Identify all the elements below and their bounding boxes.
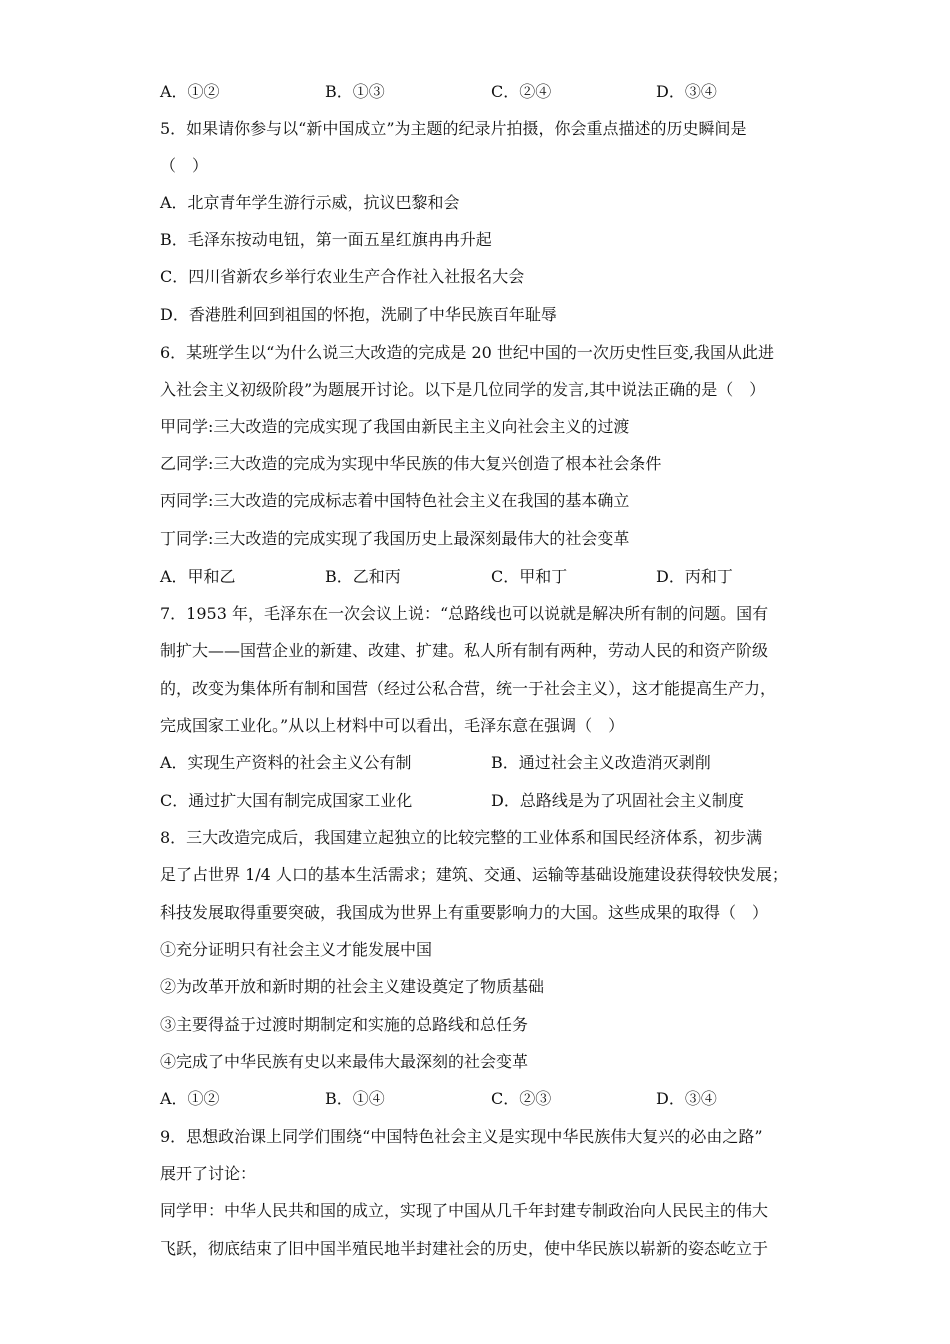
q6-statement-yi: 乙同学:三大改造的完成为实现中华民族的伟大复兴创造了根本社会条件	[160, 454, 662, 473]
q6-statement-ding: 丁同学:三大改造的完成实现了我国历史上最深刻最伟大的社会变革	[160, 529, 630, 548]
q5-option-c: C．四川省新农乡举行农业生产合作社入社报名大会	[160, 267, 525, 286]
q5-option-a: A．北京青年学生游行示威，抗议巴黎和会	[160, 193, 460, 212]
q6-statement-jia: 甲同学:三大改造的完成实现了我国由新民主主义向社会主义的过渡	[160, 417, 630, 436]
q7-stem-line1: 7．1953 年，毛泽东在一次会议上说：“总路线也可以说就是解决所有制的问题。国有	[160, 604, 769, 623]
q6-statement-bing: 丙同学:三大改造的完成标志着中国特色社会主义在我国的基本确立	[160, 491, 630, 510]
q8-item-3: ③主要得益于过渡时期制定和实施的总路线和总任务	[160, 1015, 529, 1034]
q7-stem-line3: 的，改变为集体所有制和国营（经过公私合营，统一于社会主义），这才能提高生产力，	[160, 679, 777, 698]
q4-option-c: C．②④	[491, 82, 552, 101]
q8-item-1: ①充分证明只有社会主义才能发展中国	[160, 940, 433, 959]
q7-stem-line4: 完成国家工业化。”从以上材料中可以看出，毛泽东意在强调（ ）	[160, 716, 625, 735]
q9-stem-line1: 9．思想政治课上同学们围绕“中国特色社会主义是实现中华民族伟大复兴的必由之路”	[160, 1127, 763, 1146]
q5-option-b: B．毛泽东按动电钮，第一面五星红旗冉冉升起	[160, 230, 492, 249]
q7-stem-line2: 制扩大——国营企业的新建、改建、扩建。私人所有制有两种，劳动人民的和资产阶级	[160, 641, 769, 660]
q6-option-a: A．甲和乙	[160, 567, 236, 586]
q7-option-c: C．通过扩大国有制完成国家工业化	[160, 791, 413, 810]
q9-stem-line2: 展开了讨论：	[160, 1164, 257, 1183]
q7-option-d: D．总路线是为了巩固社会主义制度	[491, 791, 744, 810]
q4-option-d: D．③④	[656, 82, 717, 101]
q8-stem-line2: 足了占世界 1/4 人口的基本生活需求；建筑、交通、运输等基础设施建设获得较快发展；	[160, 865, 788, 884]
q4-option-b: B．①③	[325, 82, 385, 101]
q8-option-d: D．③④	[656, 1089, 717, 1108]
q8-option-c: C．②③	[491, 1089, 552, 1108]
q6-option-d: D．丙和丁	[656, 567, 733, 586]
q4-option-a: A．①②	[160, 82, 220, 101]
q8-option-b: B．①④	[325, 1089, 385, 1108]
q6-option-c: C．甲和丁	[491, 567, 568, 586]
q5-option-d: D．香港胜利回到祖国的怀抱，洗刷了中华民族百年耻辱	[160, 305, 557, 324]
q6-option-b: B．乙和丙	[325, 567, 401, 586]
q6-stem-line1: 6．某班学生以“为什么说三大改造的完成是 20 世纪中国的一次历史性巨变,我国从此进	[160, 343, 774, 362]
q6-stem-line2: 入社会主义初级阶段”为题展开讨论。以下是几位同学的发言,其中说法正确的是（ ）	[160, 380, 766, 399]
q8-stem-line3: 科技发展取得重要突破，我国成为世界上有重要影响力的大国。这些成果的取得（ ）	[160, 903, 769, 922]
q5-answer-paren: （ ）	[160, 156, 209, 175]
q8-item-2: ②为改革开放和新时期的社会主义建设奠定了物质基础	[160, 977, 545, 996]
q5-stem: 5．如果请你参与以“新中国成立”为主题的纪录片拍摄，你会重点描述的历史瞬间是	[160, 119, 747, 138]
q7-option-a: A．实现生产资料的社会主义公有制	[160, 753, 412, 772]
q8-option-a: A．①②	[160, 1089, 220, 1108]
q9-statement-line2: 飞跃，彻底结束了旧中国半殖民地半封建社会的历史，使中华民族以崭新的姿态屹立于	[160, 1239, 769, 1258]
q8-item-4: ④完成了中华民族有史以来最伟大最深刻的社会变革	[160, 1052, 529, 1071]
q7-option-b: B．通过社会主义改造消灭剥削	[491, 753, 711, 772]
q9-statement-line1: 同学甲：中华人民共和国的成立，实现了中国从几千年封建专制政治向人民民主的伟大	[160, 1201, 769, 1220]
q8-stem-line1: 8．三大改造完成后，我国建立起独立的比较完整的工业体系和国民经济体系，初步满	[160, 828, 763, 847]
